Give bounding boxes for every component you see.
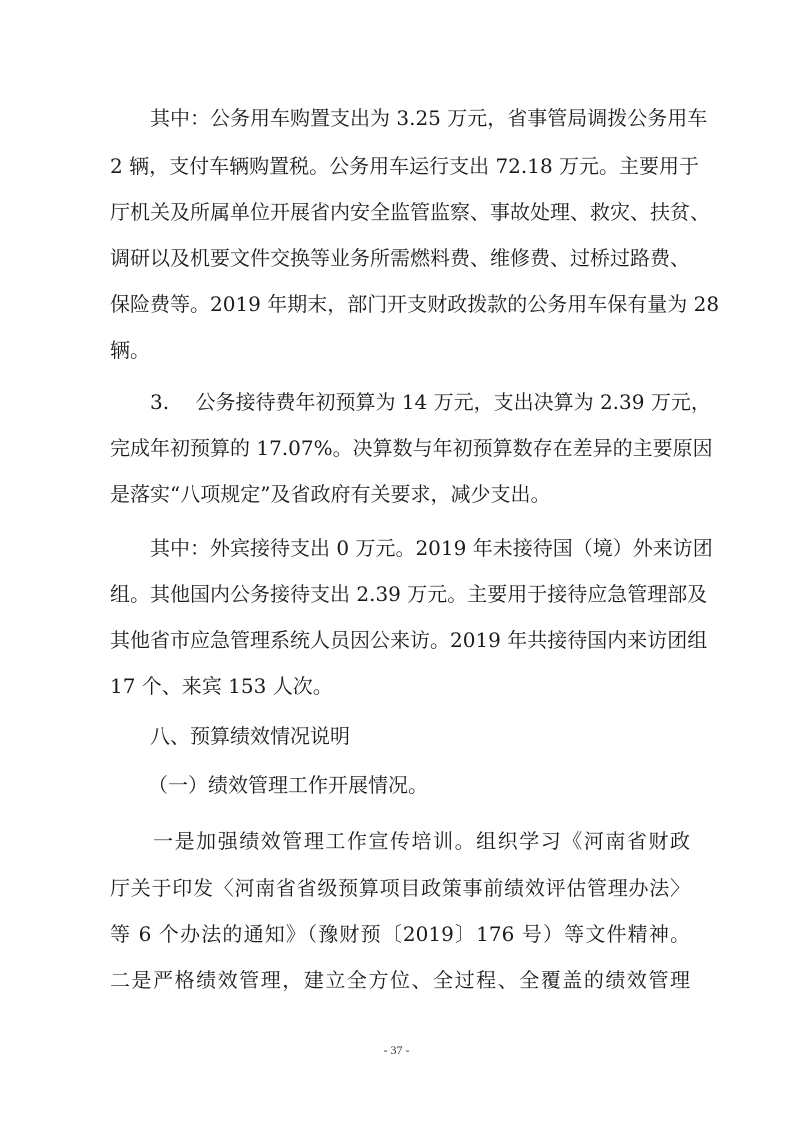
text-line: 3. 公务接待费年初预算为 14 万元，支出决算为 2.39 万元，: [110, 390, 711, 414]
section-heading: 八、预算绩效情况说明: [150, 724, 350, 748]
text-line: 保险费等。2019 年期末，部门开支财政拨款的公务用车保有量为 28: [110, 292, 720, 316]
text-line: 17 个、来宾 153 人次。: [110, 674, 333, 698]
text-line: 组。其他国内公务接待支出 2.39 万元。主要用于接待应急管理部及: [110, 582, 708, 606]
text-line: 等 6 个办法的通知》（豫财预〔2019〕176 号）等文件精神。: [110, 922, 690, 946]
text-line: 二是严格绩效管理，建立全方位、全过程、全覆盖的绩效管理: [110, 968, 690, 992]
text-line: 其他省市应急管理系统人员因公来访。2019 年共接待国内来访团组: [110, 628, 708, 652]
page-number: - 37 -: [383, 1043, 410, 1057]
text-line: 其中：外宾接待支出 0 万元。2019 年未接待国（境）外来访团: [110, 536, 713, 560]
text-line: 其中：公务用车购置支出为 3.25 万元，省事管局调拨公务用车: [110, 106, 708, 130]
text-line: 厅机关及所属单位开展省内安全监管监察、事故处理、救灾、扶贫、: [110, 200, 710, 224]
sub-heading: （一）绩效管理工作开展情况。: [148, 773, 428, 797]
text-line: 完成年初预算的 17.07%。决算数与年初预算数存在差异的主要原因: [110, 436, 713, 460]
text-line: 是落实“八项规定”及省政府有关要求，减少支出。: [110, 482, 551, 506]
text-line: 一是加强绩效管理工作宣传培训。组织学习《河南省财政: [110, 829, 690, 853]
text-line: 2 辆，支付车辆购置税。公务用车运行支出 72.18 万元。主要用于: [110, 154, 700, 178]
text-line: 辆。: [110, 338, 150, 362]
text-line: 厅关于印发〈河南省省级预算项目政策事前绩效评估管理办法〉: [110, 876, 690, 900]
text-line: 调研以及机要文件交换等业务所需燃料费、维修费、过桥过路费、: [110, 246, 690, 270]
